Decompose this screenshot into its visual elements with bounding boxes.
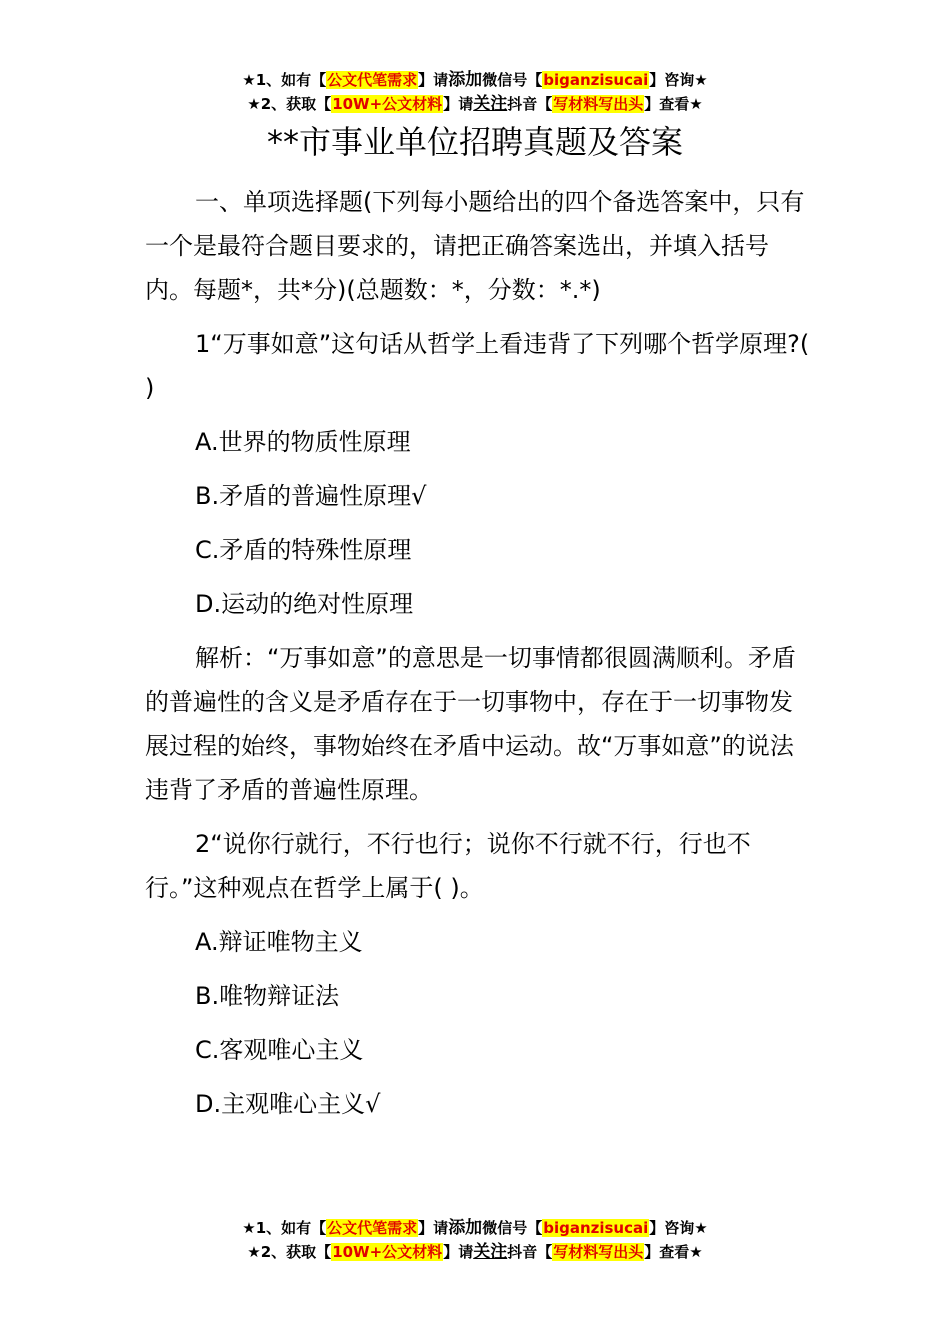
highlight-douyin: 写材料写出头 <box>553 95 644 113</box>
question-2-stem: 2“说你行就行，不行也行；说你不行就不行，行也不行。”这种观点在哲学上属于( )。 <box>145 830 751 902</box>
question-2-option-b: B.唯物辩证法 <box>195 982 340 1010</box>
question-1-stem: 1“万事如意”这句话从哲学上看违背了下列哪个哲学原理?( ) <box>145 330 810 402</box>
highlight-wechat-id: biganzisucai <box>543 71 649 89</box>
question-1-option-b: B.矛盾的普遍性原理√ <box>195 482 427 510</box>
banner-line-2: ★2、获取【10W+公文材料】请关注抖音【写材料写出头】查看★ <box>247 94 703 114</box>
footer-banner <box>0 1216 950 1264</box>
question-2-option-d: D.主观唯心主义√ <box>195 1090 381 1118</box>
question-1-option-c: C.矛盾的特殊性原理 <box>195 536 412 564</box>
question-2-option-c: C.客观唯心主义 <box>195 1036 364 1064</box>
document-body <box>145 180 815 1136</box>
footer-line-1: ★1、如有【公文代笔需求】请添加微信号【biganzisucai】咨询★ <box>242 1218 708 1238</box>
section-intro: 一、单项选择题(下列每小题给出的四个备选答案中，只有一个是最符合题目要求的，请把正确答案选出，并填入括号内。每题*，共*分)(总题数：*，分数：*.*) <box>145 188 805 304</box>
page-title: **市事业单位招聘真题及答案 <box>266 123 683 161</box>
highlight-materials: 10W+公文材料 <box>332 1243 443 1261</box>
question-1-option-d: D.运动的绝对性原理 <box>195 590 414 618</box>
question-2-option-a: A.辩证唯物主义 <box>195 928 363 956</box>
highlight-wechat-id: biganzisucai <box>543 1219 649 1237</box>
header-banner <box>0 68 950 116</box>
question-1-analysis: 解析：“万事如意”的意思是一切事情都很圆满顺利。矛盾的普遍性的含义是矛盾存在于一切事物中，存在于一切事物发展过程的始终，事物始终在矛盾中运动。故“万事如意”的说法违背了矛盾的普遍性原理。 <box>145 644 796 804</box>
highlight-ghostwriting: 公文代笔需求 <box>327 1219 418 1237</box>
question-1-option-a: A.世界的物质性原理 <box>195 428 411 456</box>
banner-line-1: ★1、如有【公文代笔需求】请添加微信号【biganzisucai】咨询★ <box>242 70 708 90</box>
footer-line-2: ★2、获取【10W+公文材料】请关注抖音【写材料写出头】查看★ <box>247 1242 703 1262</box>
highlight-douyin: 写材料写出头 <box>553 1243 644 1261</box>
highlight-ghostwriting: 公文代笔需求 <box>327 71 418 89</box>
highlight-materials: 10W+公文材料 <box>332 95 443 113</box>
